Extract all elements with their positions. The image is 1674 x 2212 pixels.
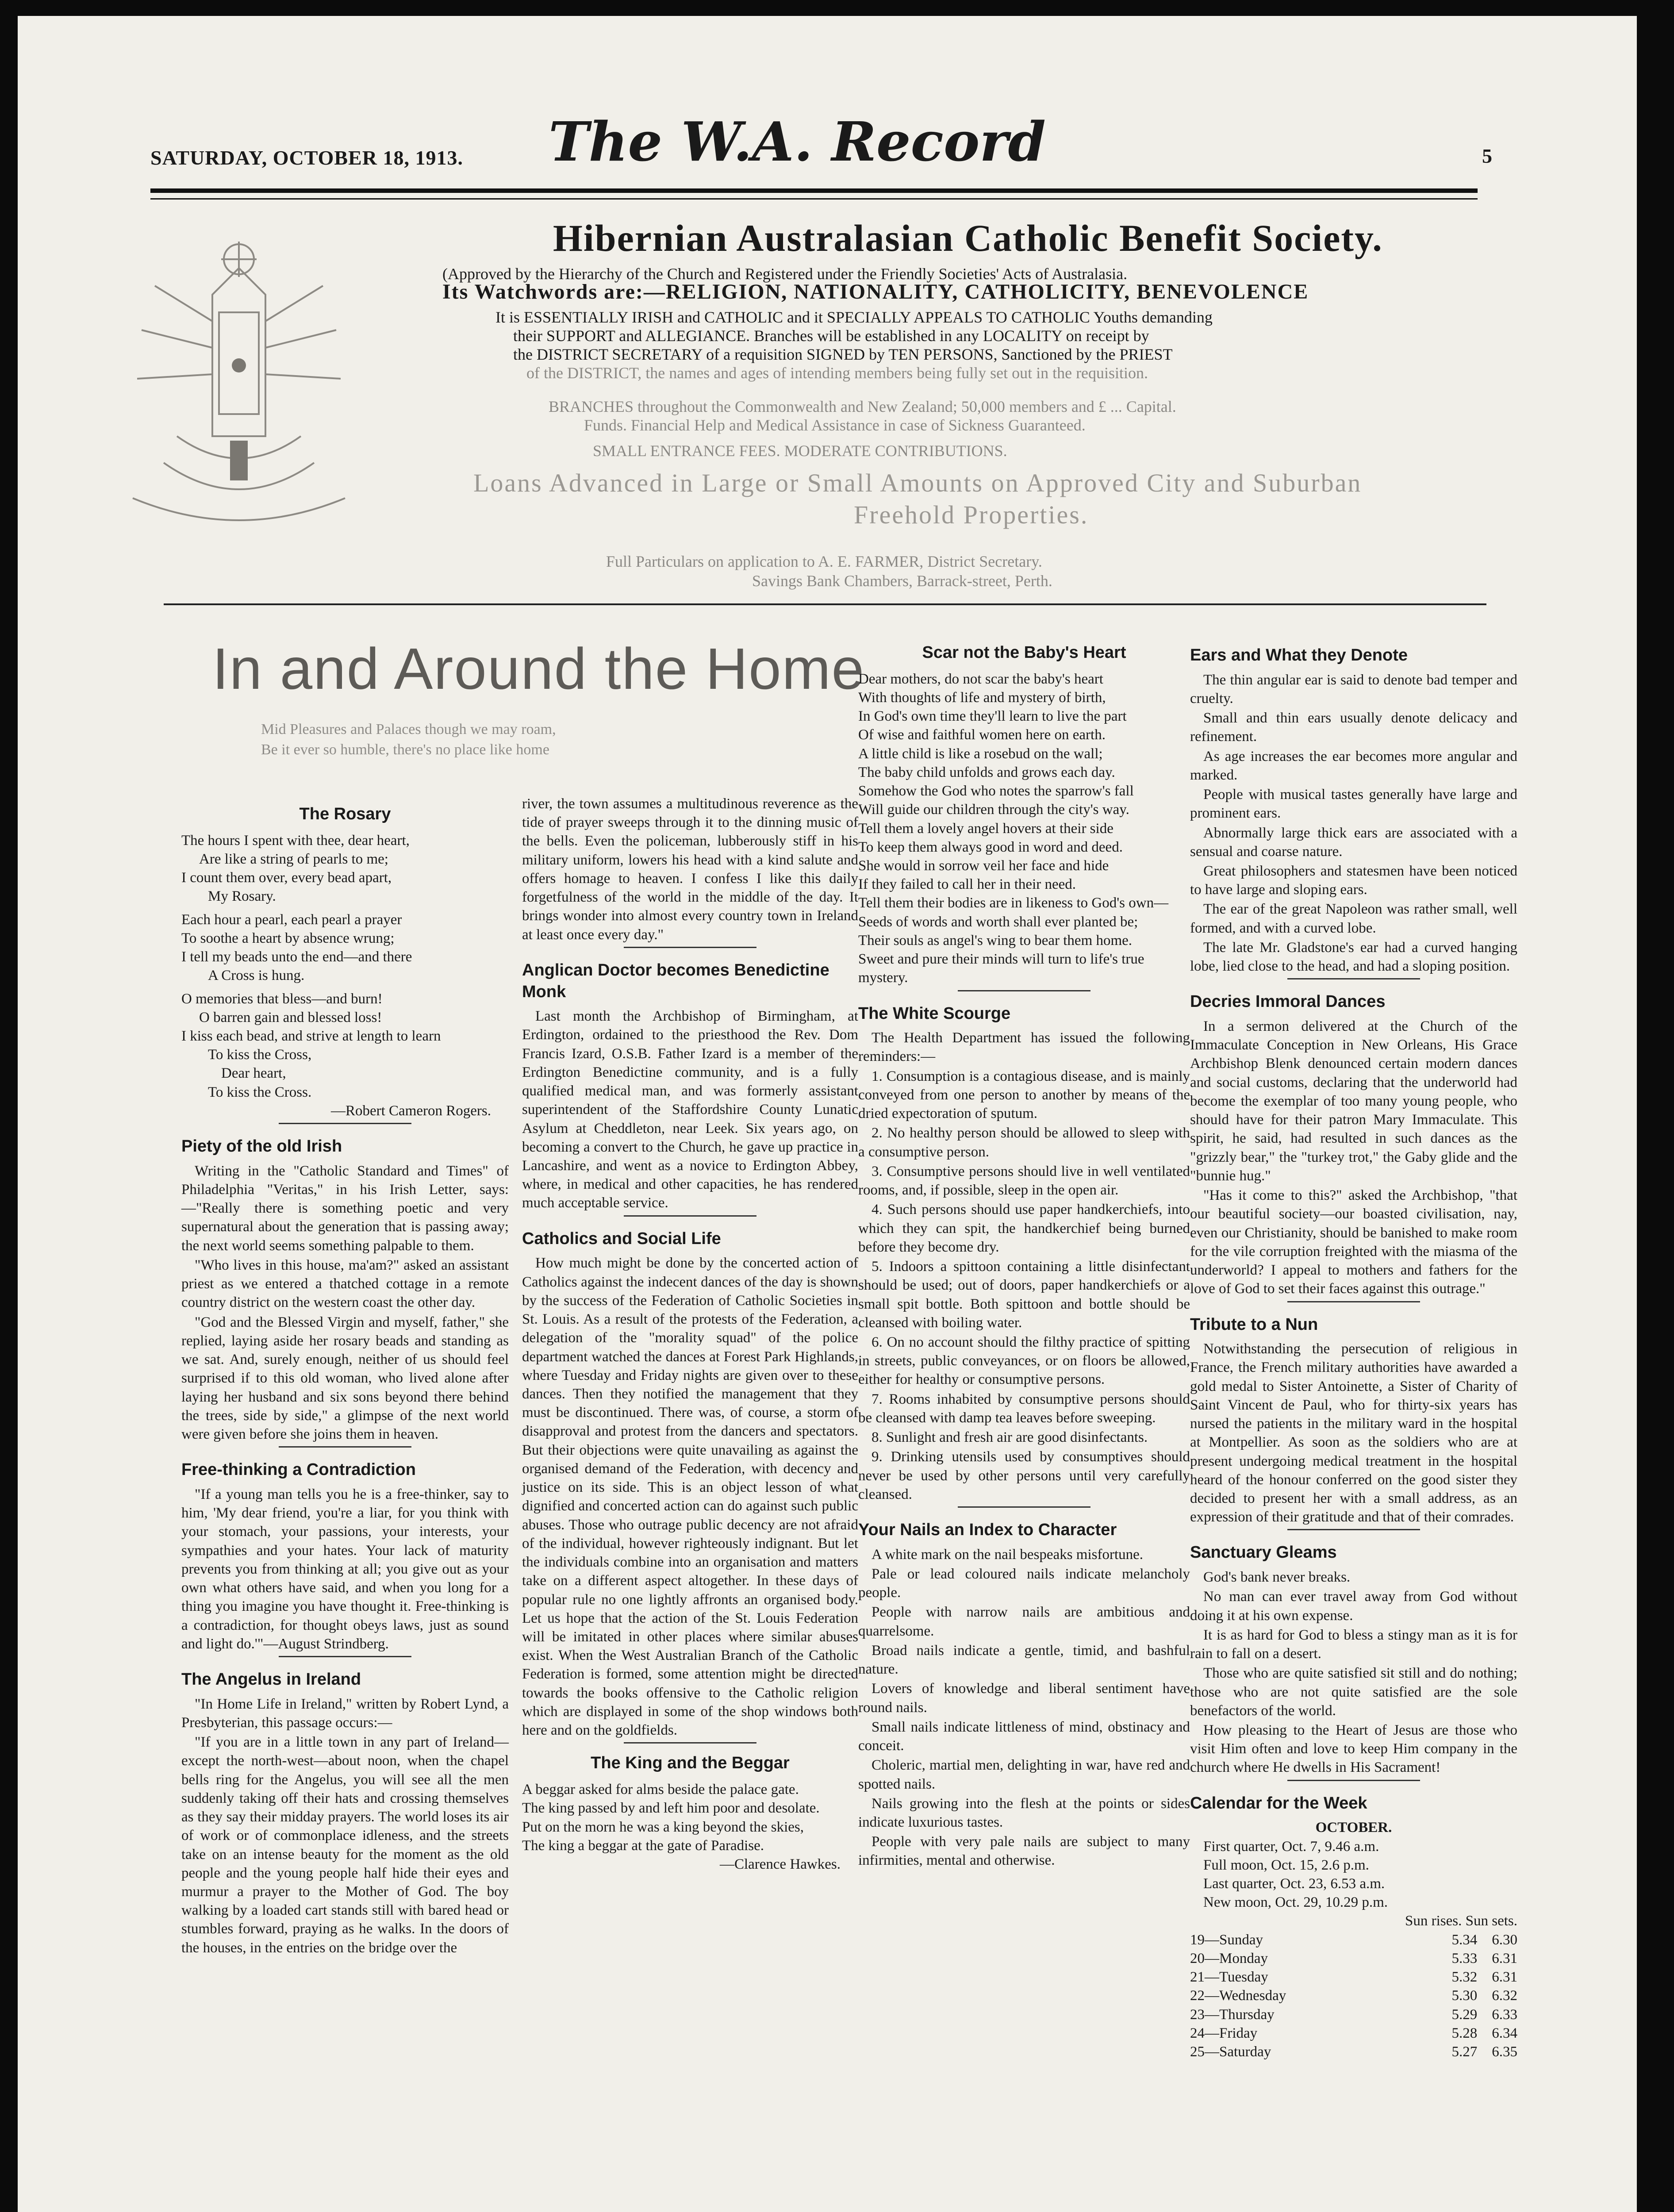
calendar-row xyxy=(1190,1968,1517,1986)
section-epigraph xyxy=(261,719,556,760)
article-heading-nails: Your Nails an Index to Character xyxy=(858,1521,1117,1540)
paragraph: The Health Department has issued the following reminders:— xyxy=(858,1030,1190,1065)
divider xyxy=(1287,978,1420,979)
article-heading-freethinking: Free-thinking a Contradiction xyxy=(181,1460,416,1479)
sun-rise: 5.33 xyxy=(1451,1950,1478,1966)
divider xyxy=(1287,1301,1420,1302)
paragraph: How much might be done by the concerted action of Catholics against the indecent dances of the day is shown by the success of the Federation of Catholic Societies in St. Louis. As a result of the protests of the Federation, a delegation of the "morality squad" of the police department watched the dances at Forest Park Highlands, where Tuesday and Friday nights are given over to these dances. Then they notified the management that they must be discontinued. There was, of course, a storm of disapproval and protest from the dancers and spectators. But their objections were quite unavailing as against the organised demand of the Federation, with decency and justice on its side. This is an object lesson of what dignified and concerted action can do against such public abuses. Those who outrage public decency are not afraid of the individual, however righteously indignant. But let the individuals combine into an organisation and matters take on a different aspect altogether. In these days of popular rule no one lightly affronts an organised body. Let us hope that the action of the St. Louis Federation will be imitated in other places where similar abuses exist. When the West Australian Branch of the Catholic Federation is formed, some attention might be directed towards the books offensive to the Catholic religion which are displayed in some of the shop windows both here and on the goldfields. xyxy=(522,1255,858,1739)
paragraph: The ear of the great Napoleon was rather small, well formed, and with a curved lobe. xyxy=(1190,901,1517,936)
article-heading-dances: Decries Immoral Dances xyxy=(1190,992,1386,1011)
column-4 xyxy=(1190,633,1517,2061)
paragraph: Writing in the "Catholic Standard and Times" of Philadelphia "Veritas," in his Irish Letter, says:—"Really there is something poetic and very supernatural about the generation that is passing away; the next world seems something palpable to them. xyxy=(181,1163,509,1254)
paragraph: People with very pale nails are subject to many infirmities, mental and otherwise. xyxy=(858,1834,1190,1869)
divider xyxy=(279,1446,411,1448)
paragraph: "Who lives in this house, ma'am?" asked an assistant priest as we entered a thatched cottage in a remote country district on the western coast the other day. xyxy=(181,1257,509,1311)
society-line-3: the DISTRICT SECRETARY of a requisition SIGNED by TEN PERSONS, Sanctioned by the PRIEST xyxy=(513,346,1173,363)
article-heading-scourge: The White Scourge xyxy=(858,1004,1011,1023)
paragraph: 5. Indoors a spittoon containing a little disinfectant should be used; out of doors, paper handkerchiefs or a small spit bottle. Both spittoon and bottle should be cleansed with boiling water. xyxy=(858,1259,1190,1331)
poem-rosary xyxy=(181,831,509,1121)
poem-line: I count them over, every bead apart, xyxy=(181,870,392,886)
poem-line: A little child is like a rosebud on the wall; xyxy=(858,745,1103,762)
moon-phases xyxy=(1203,1837,1517,1912)
paragraph: Small and thin ears usually denote delicacy and refinement. xyxy=(1190,710,1517,745)
sun-rise: 5.28 xyxy=(1451,2025,1478,2041)
divider xyxy=(1287,1780,1420,1781)
paragraph: 1. Consumption is a contagious disease, and is mainly conveyed from one person to another by means of the dried expectoration of sputum. xyxy=(858,1068,1190,1122)
page-number: 5 xyxy=(1482,145,1492,167)
poem-line: My Rosary. xyxy=(208,888,276,905)
sun-set: 6.31 xyxy=(1492,1969,1517,1985)
article-heading-rosary: The Rosary xyxy=(299,805,391,823)
header-rule-thin xyxy=(150,198,1478,200)
article-heading-social: Catholics and Social Life xyxy=(522,1229,721,1248)
paragraph: Broad nails indicate a gentle, timid, and bashful nature. xyxy=(858,1642,1190,1678)
paragraph: No man can ever travel away from God without doing it at his own expense. xyxy=(1190,1589,1517,1624)
sun-set: 6.35 xyxy=(1492,2044,1517,2060)
poem-line: With thoughts of life and mystery of birth, xyxy=(858,689,1106,706)
poem-line: Tell them a lovely angel hovers at their side xyxy=(858,820,1113,837)
society-watchwords: Its Watchwords are:—RELIGION, NATIONALITY, CATHOLICITY, BENEVOLENCE xyxy=(442,280,1309,303)
paragraph: 9. Drinking utensils used by consumptives should never be used by other persons until very carefully cleansed. xyxy=(858,1449,1190,1502)
paragraph: Great philosophers and statesmen have been noticed to have large and sloping ears. xyxy=(1190,863,1517,898)
society-line-5: BRANCHES throughout the Commonwealth and New Zealand; 50,000 members and £ ... Capital. xyxy=(549,398,1176,415)
poem-line: I tell my beads unto the end—and there xyxy=(181,949,412,965)
calendar-day: 24—Friday xyxy=(1190,2025,1258,2041)
poem-line: She would in sorrow veil her face and hide xyxy=(858,857,1109,874)
poem-line: A Cross is hung. xyxy=(208,968,305,984)
calendar-day: 19—Sunday xyxy=(1190,1932,1263,1948)
poem-line: The hours I spent with thee, dear heart, xyxy=(181,832,410,849)
paragraph: How pleasing to the Heart of Jesus are those who visit Him often and love to keep Him company in the church where He dwells in His Sacrament! xyxy=(1190,1722,1517,1776)
sun-rise: 5.27 xyxy=(1451,2044,1478,2060)
poem-line: The king a beggar at the gate of Paradise. xyxy=(522,1837,764,1854)
paragraph: It is as hard for God to bless a stingy man as it is for rain to fall on a desert. xyxy=(1190,1627,1517,1662)
paragraph: "God and the Blessed Virgin and myself, father," she replied, laying aside her rosary beads and standing as we sat. And, surely enough, neither of us should feel surprised if to this old woman, who lived alone after laying her husband and six sons beyond there behind the trees, side by side," a glimpse of the next world were given before she joins them in heaven. xyxy=(181,1314,509,1443)
society-line-7: SMALL ENTRANCE FEES. MODERATE CONTRIBUTIONS. xyxy=(593,442,1007,460)
poem-line: Dear mothers, do not scar the baby's heart xyxy=(858,671,1103,687)
article-heading-ears: Ears and What they Denote xyxy=(1190,646,1408,664)
issue-date: SATURDAY, OCTOBER 18, 1913. xyxy=(150,146,463,169)
society-approved: (Approved by the Hierarchy of the Church and Registered under the Friendly Societies' Acts of Australasia. xyxy=(442,265,1128,283)
paragraph: Last month the Archbishop of Birmingham, at Erdington, ordained to the priesthood the Rev. Dom Francis Izard, O.S.B. Father Izard is a member of the Erdington Benedictine community, and is a fully qualified medical man, and was formerly assistant superintendent of the Staffordshire County Lunatic Asylum at Cheddleton, near Leek. Six years ago, on becoming a convert to the Church, he gave up practice in Lancashire, and went as a novice to Erdington Abbey, where, in medical and other capacities, he has rendered much acceptable service. xyxy=(522,1008,858,1211)
society-line-2: their SUPPORT and ALLEGIANCE. Branches will be established in any LOCALITY on receipt by xyxy=(513,327,1149,345)
divider xyxy=(1287,1529,1420,1530)
paragraph: A white mark on the nail bespeaks misfortune. xyxy=(872,1546,1144,1563)
society-line-6: Funds. Financial Help and Medical Assistance in case of Sickness Guaranteed. xyxy=(584,416,1086,434)
sun-set: 6.33 xyxy=(1492,2006,1517,2023)
header-rule xyxy=(150,188,1478,193)
poem-line: Are like a string of pearls to me; xyxy=(199,851,388,867)
poem-line: A beggar asked for alms beside the palace gate. xyxy=(522,1782,799,1798)
calendar-row xyxy=(1190,2024,1517,2043)
paragraph: Those who are quite satisfied sit still and do nothing; those who are not quite satisfied are the sole benefactors of the world. xyxy=(1190,1665,1517,1719)
section-title: In and Around the Home xyxy=(212,636,865,701)
divider xyxy=(279,1656,411,1657)
epigraph-line-1: Mid Pleasures and Palaces though we may roam, xyxy=(261,721,556,737)
sun-set: 6.32 xyxy=(1492,1988,1517,2004)
paragraph: "If you are in a little town in any part of Ireland—except the north-west—about noon, when the chapel bells ring for the Angelus, you will see all the men suddenly taking off their hats and crossing themselves as they say their midday prayers. The world loses its air of work or of commonplace idleness, and the streets take on an intense beauty for the moment as the old people and the young people half hide their eyes and murmur a prayer to the Mother of God. The boy walking by a loaded cart stands still with bared head or stumbles forward, praying as he walks. In the doors of the houses, in the entries on the bridge over the xyxy=(181,1734,509,1956)
column-3 xyxy=(858,633,1190,1871)
calendar-row xyxy=(1190,1986,1517,2005)
divider xyxy=(279,1123,411,1124)
paragraph: Lovers of knowledge and liberal sentiment have round nails. xyxy=(858,1681,1190,1716)
calendar-row xyxy=(1190,1931,1517,1949)
paragraph: Pale or lead coloured nails indicate melancholy people. xyxy=(858,1566,1190,1601)
paragraph: People with musical tastes generally have large and prominent ears. xyxy=(1190,787,1517,822)
paragraph: As age increases the ear becomes more angular and marked. xyxy=(1190,748,1517,783)
society-footer-2: Savings Bank Chambers, Barrack-street, Perth. xyxy=(752,572,1052,590)
calendar-row xyxy=(1190,1949,1517,1968)
poem-line: If they failed to call her in their need. xyxy=(858,876,1076,893)
paragraph: God's bank never breaks. xyxy=(1203,1569,1351,1586)
poem-line: To kiss the Cross, xyxy=(208,1047,312,1063)
paragraph: Choleric, martial men, delighting in war, have red and spotted nails. xyxy=(858,1757,1190,1792)
sun-set: 6.30 xyxy=(1492,1932,1517,1948)
sun-rise: 5.32 xyxy=(1451,1969,1478,1985)
sun-set: 6.31 xyxy=(1492,1950,1517,1966)
poem-signature: —Clarence Hawkes. xyxy=(719,1856,841,1872)
epigraph-line-2: Be it ever so humble, there's no place like home xyxy=(261,741,549,758)
poem-signature: —Robert Cameron Rogers. xyxy=(330,1102,491,1119)
article-heading-angelus: The Angelus in Ireland xyxy=(181,1670,361,1689)
calendar-day: 20—Monday xyxy=(1190,1950,1268,1966)
paragraph: 7. Rooms inhabited by consumptive persons should be cleansed with damp tea leaves before sweeping. xyxy=(858,1391,1190,1426)
poem-line: The baby child unfolds and grows each day. xyxy=(858,764,1115,780)
article-heading-gleams: Sanctuary Gleams xyxy=(1190,1543,1337,1562)
paragraph: "In Home Life in Ireland," written by Robert Lynd, a Presbyterian, this passage occurs:— xyxy=(181,1696,509,1731)
paragraph: Notwithstanding the persecution of religious in France, the French military authorities have awarded a gold medal to Sister Antoinette, a Sister of Charity of Saint Vincent de Paul, who for thirty-six years has nursed the patients in the military ward in the hospital at Montpellier. As soon as the soldiers who are at present undergoing medical treatment in the hospital heard of the honour conferred on the good sister they decided to present her with a small address, as an expression of their gratitude and that of their comrades. xyxy=(1190,1341,1517,1525)
society-line-4: of the DISTRICT, the names and ages of intending members being fully set out in the requisition. xyxy=(526,364,1148,382)
divider xyxy=(624,947,756,948)
poem-line: Sweet and pure their minds will turn to life's true mystery. xyxy=(858,951,1144,986)
poem-king xyxy=(522,1780,858,1874)
moon-phase: Last quarter, Oct. 23, 6.53 a.m. xyxy=(1203,1876,1385,1892)
calendar-month: OCTOBER. xyxy=(1315,1820,1392,1836)
paragraph: 4. Such persons should use paper handkerchiefs, into which they can spit, the handkerchief being burned before they become dry. xyxy=(858,1202,1190,1255)
poem-line: Seeds of words and worth shall ever planted be; xyxy=(858,914,1138,930)
poem-line: Their souls as angel's wing to bear them home. xyxy=(858,932,1133,949)
column-1 xyxy=(181,795,509,1958)
paragraph: Nails growing into the flesh at the points or sides indicate luxurious tastes. xyxy=(858,1795,1190,1830)
paragraph: The late Mr. Gladstone's ear had a curved hanging lobe, lied close to the head, and had a sloping position. xyxy=(1190,939,1517,975)
divider xyxy=(958,990,1090,991)
sun-rise: 5.29 xyxy=(1451,2006,1478,2023)
divider xyxy=(624,1742,756,1743)
article-heading-nun: Tribute to a Nun xyxy=(1190,1315,1318,1334)
sun-set: 6.34 xyxy=(1492,2025,1517,2041)
article-heading-anglican: Anglican Doctor becomes Benedictine Monk xyxy=(522,960,829,1001)
poem-line: Somehow the God who notes the sparrow's fall xyxy=(858,783,1134,799)
society-footer-1: Full Particulars on application to A. E. FARMER, District Secretary. xyxy=(606,553,1042,570)
moon-phase: New moon, Oct. 29, 10.29 p.m. xyxy=(1203,1894,1388,1911)
article-heading-baby: Scar not the Baby's Heart xyxy=(922,643,1126,662)
poem-line: I kiss each bead, and strive at length to learn xyxy=(181,1028,441,1044)
calendar-day: 21—Tuesday xyxy=(1190,1969,1268,1985)
calendar-columns: Sun rises. Sun sets. xyxy=(1405,1913,1517,1929)
article-heading-calendar: Calendar for the Week xyxy=(1190,1793,1367,1813)
article-heading-piety: Piety of the old Irish xyxy=(181,1137,342,1156)
society-title: Hibernian Australasian Catholic Benefit Society. xyxy=(553,217,1383,259)
newspaper-page xyxy=(18,16,1637,2212)
moon-phase: Full moon, Oct. 15, 2.6 p.m. xyxy=(1203,1857,1369,1873)
poem-line: Put on the morn he was a king beyond the skies, xyxy=(522,1819,804,1835)
masthead: The W.A. Record xyxy=(549,110,1046,173)
paragraph: river, the town assumes a multitudinous reverence as the tide of prayer sweeps through it to the dinning music of the bells. Even the policeman, lubberously stiff in his military uniform, lowers his head with a kind salute and offers homage to heaven. I confess I like this daily forgetfulness of the world in the middle of the day. It brings wonder into almost every country town in Ireland at least once every day." xyxy=(522,796,858,943)
poem-line: The king passed by and left him poor and desolate. xyxy=(522,1800,820,1816)
divider xyxy=(624,1215,756,1217)
calendar-row xyxy=(1190,2005,1517,2024)
society-loans-2: Freehold Properties. xyxy=(854,500,1089,529)
paragraph: In a sermon delivered at the Church of the Immaculate Conception in New Orleans, His Grace Archbishop Blenk denounced certain modern dances and social customs, declaring that the underworld had become the exemplar of too many young people, who should have for their patron Mary Immaculate. This spirit, he said, had resulted in such dances as the "grizzly bear," the "turkey trot," the Gaby glide and the "bunnie hug." xyxy=(1190,1018,1517,1184)
paragraph: 2. No healthy person should be allowed to sleep with a consumptive person. xyxy=(858,1125,1190,1160)
poem-line: To kiss the Cross. xyxy=(208,1084,312,1100)
column-2 xyxy=(522,795,858,1874)
poem-line: In God's own time they'll learn to live the part xyxy=(858,708,1127,725)
calendar-row xyxy=(1190,2043,1517,2061)
paragraph: People with narrow nails are ambitious and quarrelsome. xyxy=(858,1604,1190,1639)
society-crest-emblem xyxy=(66,233,411,542)
paragraph: 8. Sunlight and fresh air are good disinfectants. xyxy=(872,1429,1148,1446)
paragraph: Abnormally large thick ears are associated with a sensual and coarse nature. xyxy=(1190,825,1517,860)
poem-line: Dear heart, xyxy=(221,1065,286,1082)
calendar-day: 25—Saturday xyxy=(1190,2044,1271,2060)
poem-line: O barren gain and blessed loss! xyxy=(199,1009,382,1025)
poem-line: O memories that bless—and burn! xyxy=(181,991,383,1007)
divider xyxy=(958,1506,1090,1508)
calendar-day: 23—Thursday xyxy=(1190,2006,1275,2023)
poem-baby xyxy=(858,670,1190,987)
paragraph: The thin angular ear is said to denote bad temper and cruelty. xyxy=(1190,672,1517,707)
paragraph: "Has it come to this?" asked the Archbishop, "that our beautiful society—our boasted civilisation, nay, even our Christianity, should be banished to make room for the vile corruption freighted with the miasma of the underworld? I appeal to mothers and fathers for the love of God to set their faces against this outrage." xyxy=(1190,1187,1517,1297)
poem-line: Of wise and faithful women here on earth. xyxy=(858,727,1106,743)
poem-line: Will guide our children through the city's way. xyxy=(858,802,1129,818)
paragraph: 6. On no account should the filthy practice of spitting in streets, public conveyances, or on floors be allowed, either for healthy or consumptive persons. xyxy=(858,1334,1190,1388)
society-loans: Loans Advanced in Large or Small Amounts on Approved City and Suburban xyxy=(473,469,1362,497)
poem-line: To soothe a heart by absence wrung; xyxy=(181,930,395,946)
paragraph: "If a young man tells you he is a free-thinker, say to him, 'My dear friend, you're a liar, for you think with your stomach, your passions, your interests, your sympathies and your hates. Your lack of maturity prevents you from thinking at all; you give out as your own what others have said, and when you long for a thing you imagine you have thought it. Free-thinking is a contradiction, for thought obeys laws, just as sound and light do.'"—August Strindberg. xyxy=(181,1486,509,1652)
article-heading-king: The King and the Beggar xyxy=(591,1754,790,1773)
paragraph: 3. Consumptive persons should live in well ventilated rooms, and, if possible, sleep in the open air. xyxy=(858,1163,1190,1198)
poem-line: To keep them always good in word and deed. xyxy=(858,839,1123,855)
section-rule xyxy=(164,603,1486,605)
calendar-day: 22—Wednesday xyxy=(1190,1988,1286,2004)
sun-rise: 5.34 xyxy=(1451,1932,1478,1948)
poem-line: Each hour a pearl, each pearl a prayer xyxy=(181,911,402,928)
calendar-table xyxy=(1190,1931,1517,2062)
poem-line: Tell them their bodies are in likeness to God's own— xyxy=(858,895,1169,911)
paragraph: Small nails indicate littleness of mind, obstinacy and conceit. xyxy=(858,1719,1190,1754)
sun-rise: 5.30 xyxy=(1451,1988,1478,2004)
society-line-1: It is ESSENTIALLY IRISH and CATHOLIC and it SPECIALLY APPEALS TO CATHOLIC Youths demanding xyxy=(495,308,1213,326)
moon-phase: First quarter, Oct. 7, 9.46 a.m. xyxy=(1203,1838,1379,1855)
